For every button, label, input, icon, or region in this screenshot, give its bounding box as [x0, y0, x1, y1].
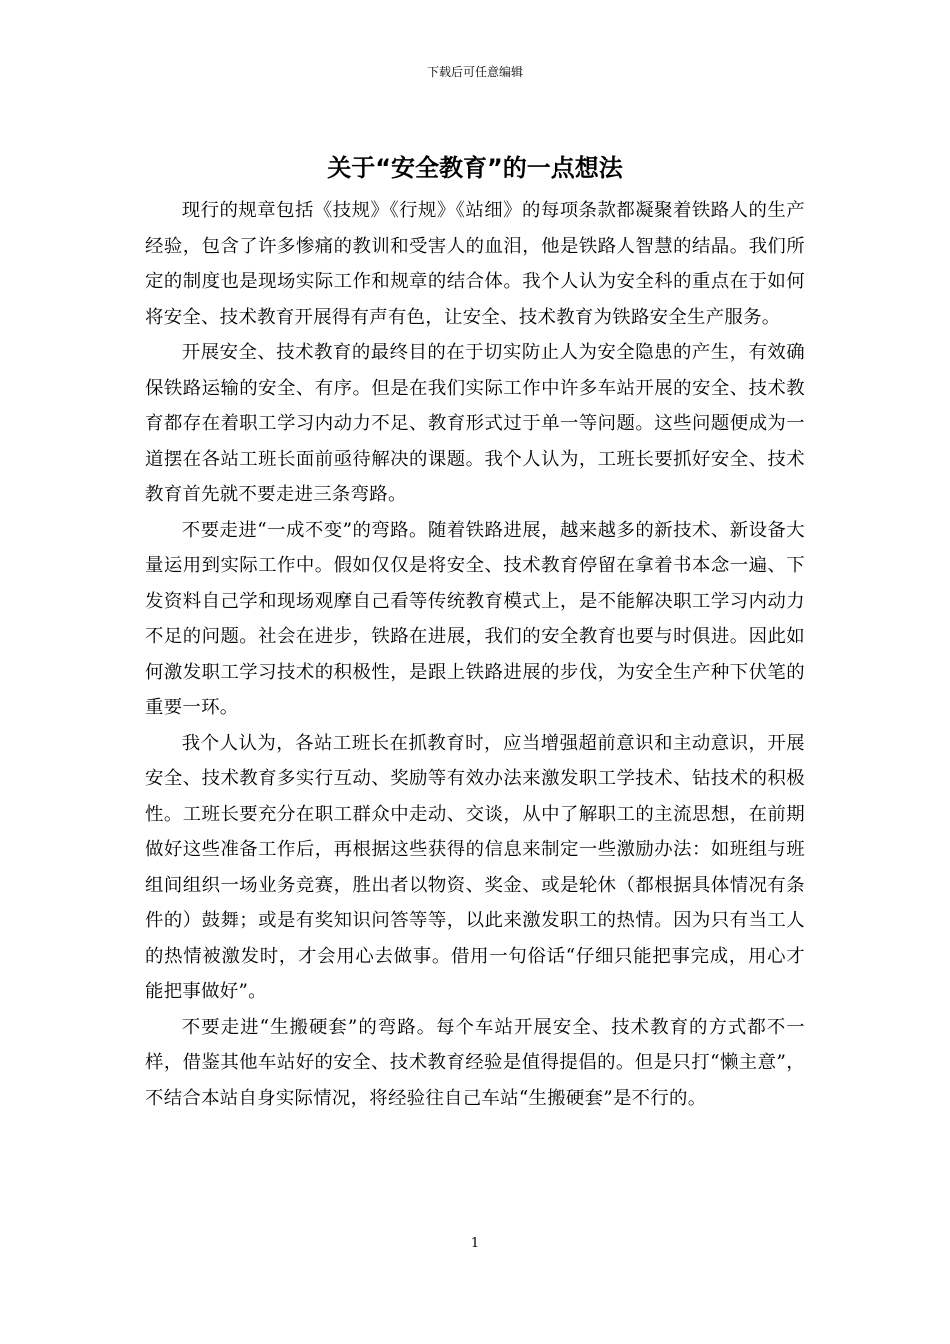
page-header: 下载后可任意编辑 — [426, 65, 523, 79]
document-body — [145, 193, 805, 1116]
paragraph: 现行的规章包括《技规》《行规》《站细》的每项条款都凝聚着铁路人的生产经验，包含了许多惨痛的教训和受害人的血泪，他是铁路人智慧的结晶。我们所定的制度也是现场实际工作和规章的结合体。我个人认为安全科的重点在于如何将安全、技术教育开展得有声有色，让安全、技术教育为铁路安全生产服务。 — [145, 200, 805, 328]
paragraph: 开展安全、技术教育的最终目的在于切实防止人为安全隐患的产生，有效确保铁路运输的安全、有序。但是在我们实际工作中许多车站开展的安全、技术教育都存在着职工学习内动力不足、教育形式过于单一等问题。这些问题便成为一道摆在各站工班长面前亟待解决的课题。我个人认为，工班长要抓好安全、技术教育首先就不要走进三条弯路。 — [145, 342, 805, 505]
paragraph: 不要走进“生搬硬套”的弯路。每个车站开展安全、技术教育的方式都不一样，借鉴其他车站好的安全、技术教育经验是值得提倡的。但是只打“懒主意”，不结合本站自身实际情况，将经验往自己车站“生搬硬套”是不行的。 — [145, 1016, 805, 1109]
paragraph: 不要走进“一成不变”的弯路。随着铁路进展，越来越多的新技术、新设备大量运用到实际工作中。假如仅仅是将安全、技术教育停留在拿着书本念一遍、下发资料自己学和现场观摩自己看等传统教育模式上，是不能解决职工学习内动力不足的问题。社会在进步，铁路在进展，我们的安全教育也要与时俱进。因此如何激发职工学习技术的积极性，是跟上铁路进展的步伐，为安全生产种下伏笔的重要一环。 — [145, 519, 805, 718]
document-title: 关于“安全教育”的一点想法 — [327, 154, 623, 182]
paragraph: 我个人认为，各站工班长在抓教育时，应当增强超前意识和主动意识，开展安全、技术教育多实行互动、奖励等有效办法来激发职工学技术、钻技术的积极性。工班长要充分在职工群众中走动、交谈，从中了解职工的主流思想，在前期做好这些准备工作后，再根据这些获得的信息来制定一些激励办法：如班组与班组间组织一场业务竞赛，胜出者以物资、奖金、或是轮休（都根据具体情况有条件的）鼓舞；或是有奖知识问答等等，以此来激发职工的热情。因为只有当工人的热情被激发时，才会用心去做事。借用一句俗话“仔细只能把事完成，用心才能把事做好”。 — [145, 732, 805, 1002]
page-number: 1 — [470, 1236, 480, 1251]
